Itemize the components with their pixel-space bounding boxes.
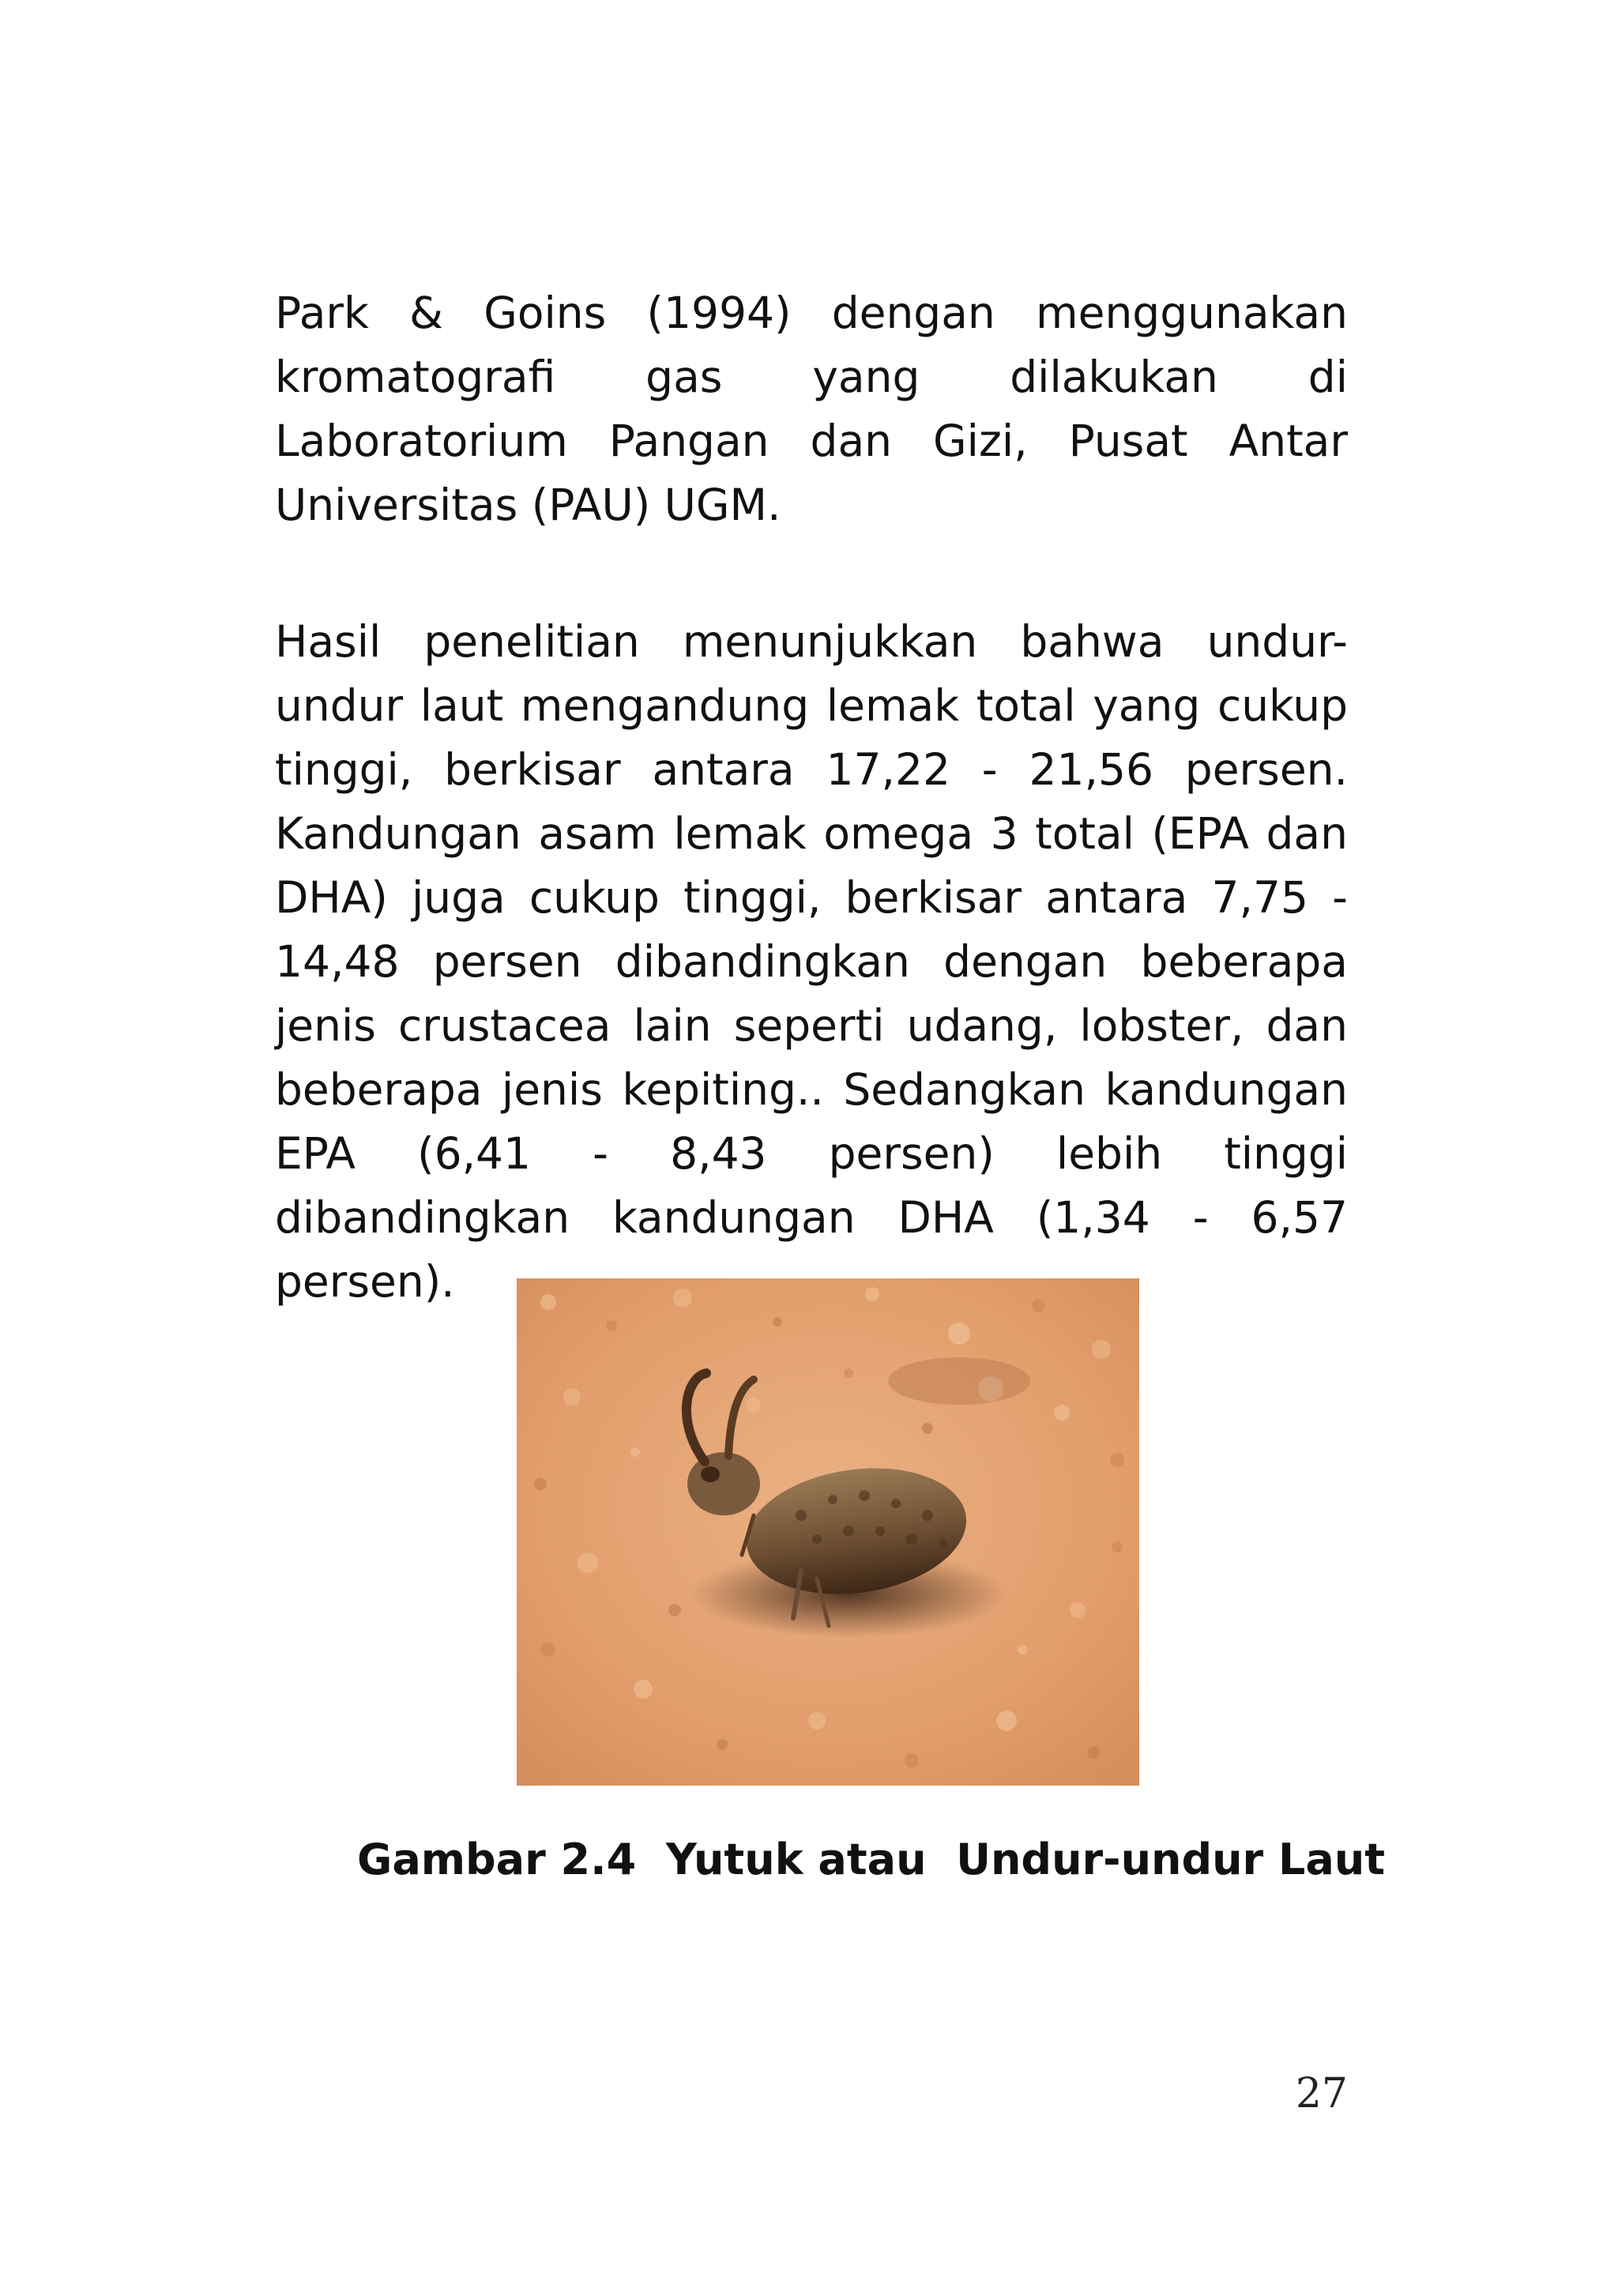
paragraph-intro: Park & Goins (1994) dengan menggunakan kromatografi gas yang dilakukan di Laboratorium Pangan dan Gizi, Pusat Antar Universitas (PAU) UGM.: [275, 288, 1348, 530]
paragraph-results: Hasil penelitian menunjukkan bahwa undur-undur laut mengandung lemak total yang cukup tinggi, berkisar antara 17,22 - 21,56 persen. Kandungan asam lemak omega 3 total (EPA dan DHA) juga cukup tinggi, berkisar antara 7,75 - 14,48 persen dibandingkan dengan beberapa jenis crustacea lain seperti udang, lobster, dan beberapa jenis kepiting.. Sedangkan kandungan EPA (6,41 - 8,43 persen) lebih tinggi dibandingkan kandungan DHA (1,34 - 6,57 persen).: [275, 616, 1348, 1307]
figure-caption: Gambar 2.4 Yutuk atau Undur-undur Laut: [357, 1835, 1386, 1884]
sand-shadow-patch: [888, 1357, 1030, 1405]
page-number: 27: [1295, 2070, 1348, 2117]
creature-head: [687, 1452, 760, 1515]
figure-photo-undur-undur-laut: [517, 1278, 1139, 1786]
